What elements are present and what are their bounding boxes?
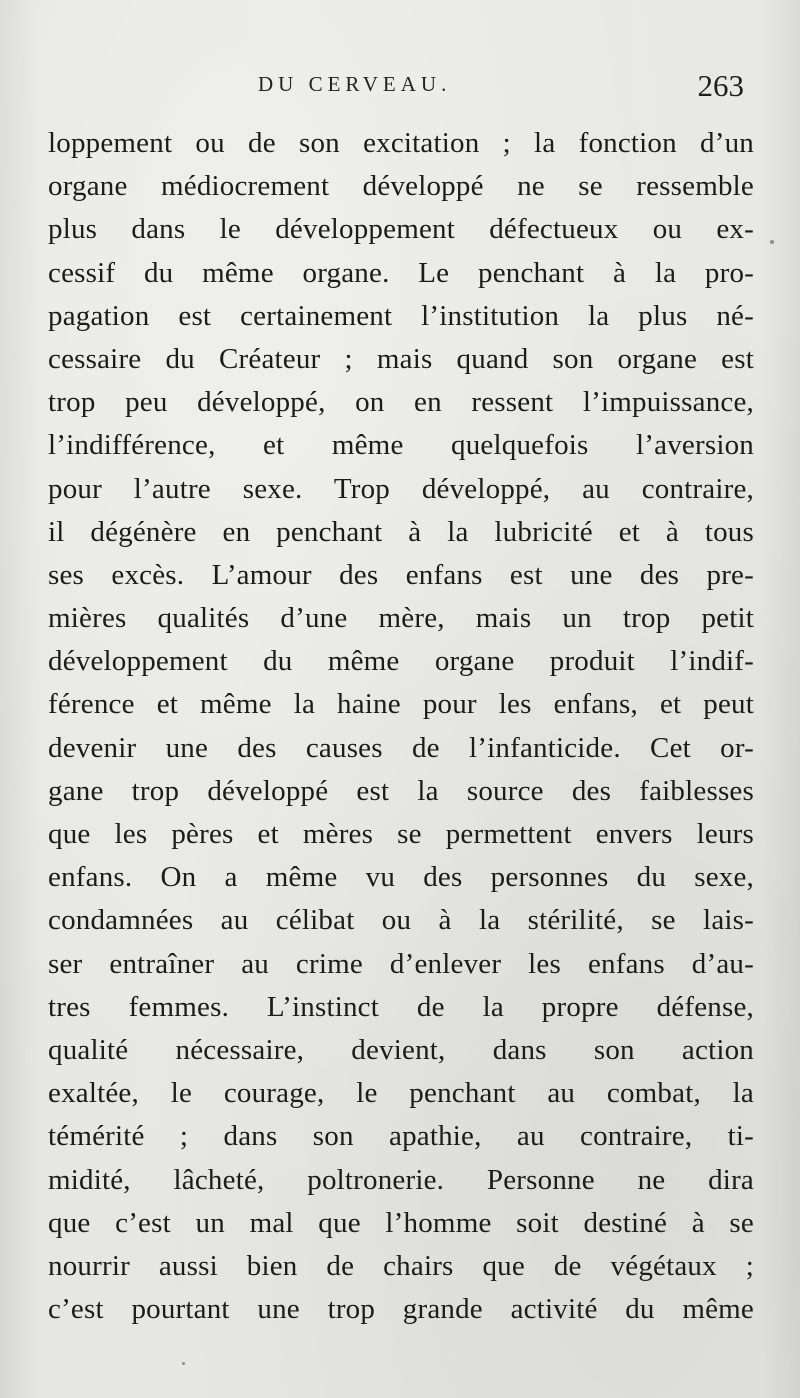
text-line: mières qualités d’une mère, mais un trop petit xyxy=(48,602,754,635)
text-line: l’indifférence, et même quelquefois l’aversion xyxy=(48,429,754,462)
running-head: DU CERVEAU. xyxy=(258,72,452,96)
text-line: condamnées au célibat ou à la stérilité, se lais- xyxy=(48,904,754,937)
text-line: cessif du même organe. Le penchant à la pro- xyxy=(48,256,754,289)
page-number: 263 xyxy=(697,68,744,103)
text-line: développement du même organe produit l’indif- xyxy=(48,645,754,678)
text-line: cessaire du Créateur ; mais quand son organe est xyxy=(48,342,754,375)
text-line: témérité ; dans son apathie, au contraire, ti- xyxy=(48,1120,754,1153)
text-line: c’est pourtant une trop grande activité du même xyxy=(48,1293,754,1326)
text-line: loppement ou de son excitation ; la fonction d’un xyxy=(48,127,754,159)
text-line: enfans. On a même vu des personnes du sexe, xyxy=(48,861,754,894)
text-line: pour l’autre sexe. Trop développé, au contraire, xyxy=(48,472,754,505)
text-line: il dégénère en penchant à la lubricité et à tous xyxy=(48,515,754,548)
paper-speck xyxy=(182,1362,185,1365)
text-line: nourrir aussi bien de chairs que de végétaux ; xyxy=(48,1249,754,1282)
paper-speck xyxy=(770,240,774,244)
text-line: gane trop développé est la source des faiblesses xyxy=(48,774,754,807)
body-text xyxy=(48,122,754,1331)
text-line: qualité nécessaire, devient, dans son action xyxy=(48,1033,754,1066)
text-line: organe médiocrement développé ne se ressemble xyxy=(48,170,754,203)
text-line: midité, lâcheté, poltronerie. Personne ne dira xyxy=(48,1163,754,1196)
text-line: plus dans le développement défectueux ou ex- xyxy=(48,213,754,246)
text-line: ser entraîner au crime d’enlever les enfans d’au- xyxy=(48,947,754,980)
text-line: exaltée, le courage, le penchant au combat, la xyxy=(48,1077,754,1110)
text-line: tres femmes. L’instinct de la propre défense, xyxy=(48,990,754,1023)
text-line: trop peu développé, on en ressent l’impuissance, xyxy=(48,386,754,419)
text-line: devenir une des causes de l’infanticide. Cet or- xyxy=(48,731,754,764)
text-line: que les pères et mères se permettent envers leurs xyxy=(48,818,754,850)
text-line: pagation est certainement l’institution la plus né- xyxy=(48,299,754,332)
text-line: férence et même la haine pour les enfans, et peut xyxy=(48,688,754,721)
text-line: ses excès. L’amour des enfans est une des pre- xyxy=(48,558,754,591)
text-line: que c’est un mal que l’homme soit destiné à se xyxy=(48,1206,754,1239)
